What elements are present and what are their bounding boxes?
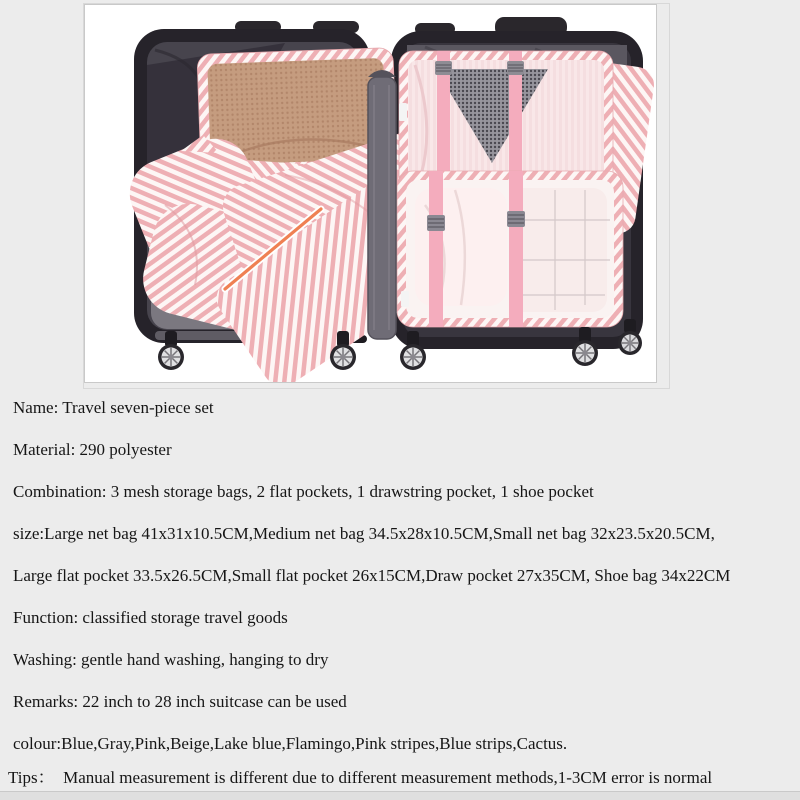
- product-details: [0, 399, 800, 787]
- buckle: [507, 211, 525, 227]
- detail-line-size-2: Large flat pocket 33.5x26.5CM,Small flat pocket 26x15CM,Draw pocket 27x35CM, Shoe bag 34x22CM: [13, 566, 731, 585]
- detail-line-name: Name: Travel seven-piece set: [13, 398, 214, 417]
- detail-line-remarks: Remarks: 22 inch to 28 inch suitcase can be used: [13, 692, 347, 711]
- product-photo: [84, 4, 657, 383]
- detail-line-tips: Tips： Manual measurement is different due to different measurement methods,1-3CM error is normal: [8, 768, 713, 787]
- buckle: [507, 61, 524, 75]
- detail-line-colour: colour:Blue,Gray,Pink,Beige,Lake blue,Flamingo,Pink stripes,Blue strips,Cactus.: [13, 734, 568, 753]
- strap: [509, 171, 523, 327]
- suitcase-illustration: [85, 5, 656, 382]
- detail-line-size-1: size:Large net bag 41x31x10.5CM,Medium net bag 34.5x28x10.5CM,Small net bag 32x23.5x20.5CM,: [13, 524, 715, 543]
- mesh-cube-top: [399, 51, 613, 189]
- cube-label-tag: [401, 291, 409, 307]
- product-photo-frame: [83, 3, 670, 389]
- detail-line-function: Function: classified storage travel goods: [13, 608, 288, 627]
- suitcase-spine: [368, 70, 396, 339]
- buckle: [435, 61, 452, 75]
- detail-line-material: Material: 290 polyester: [13, 440, 172, 459]
- strap: [429, 171, 443, 327]
- mesh-cube-bottom: [397, 171, 623, 327]
- section-divider: [0, 791, 800, 800]
- detail-line-washing: Washing: gentle hand washing, hanging to dry: [13, 650, 329, 669]
- buckle: [427, 215, 445, 231]
- detail-line-combination: Combination: 3 mesh storage bags, 2 flat pockets, 1 drawstring pocket, 1 shoe pocket: [13, 482, 594, 501]
- cube-label-tag: [399, 103, 407, 121]
